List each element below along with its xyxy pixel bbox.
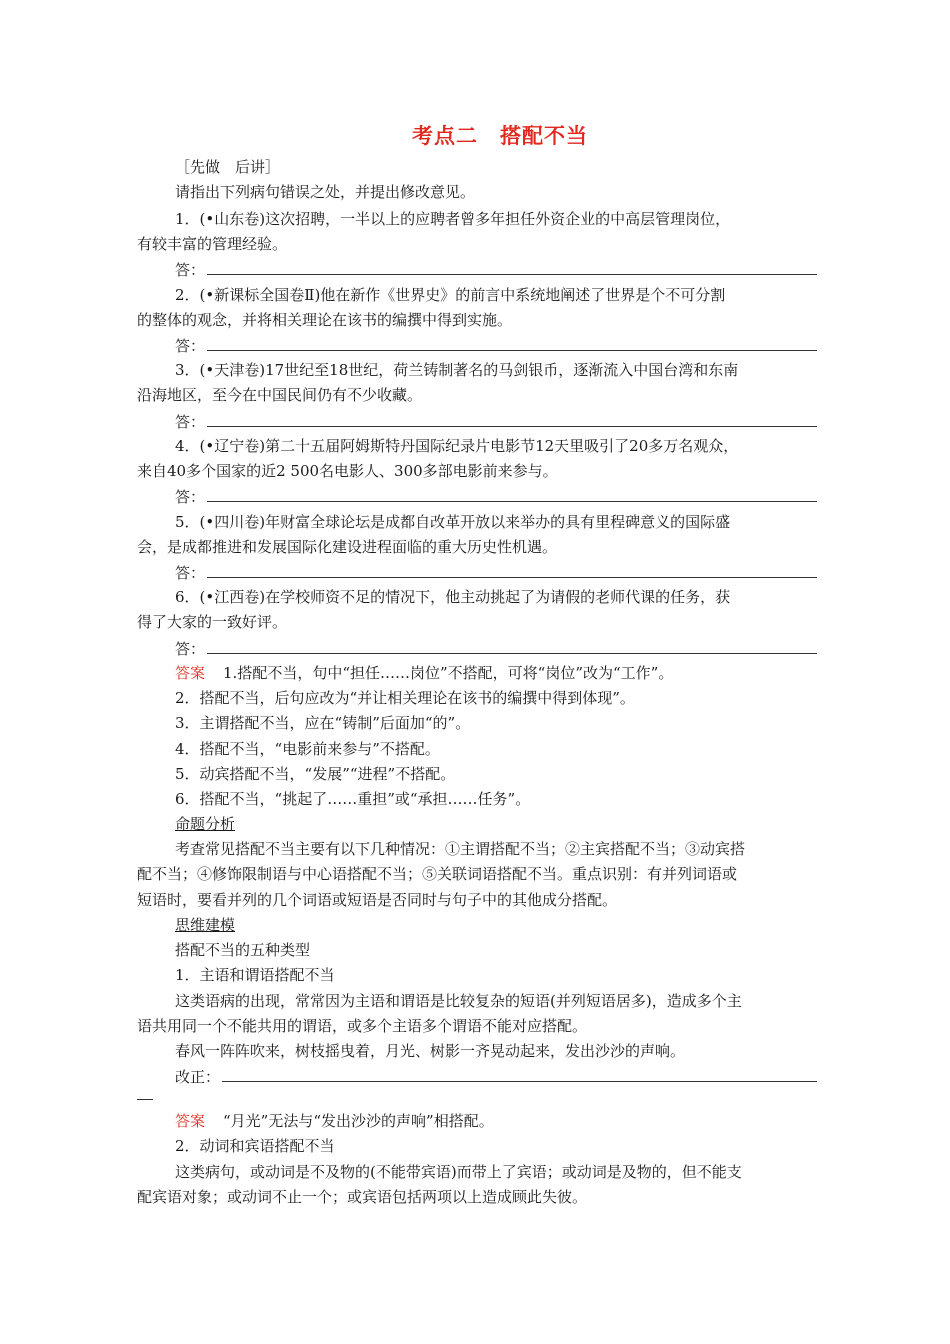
answer-field-1[interactable]: 答：: [175, 257, 817, 282]
modeling-heading: 思维建模: [175, 916, 236, 934]
page-title: 考点二 搭配不当: [412, 124, 588, 148]
answer-key-4: 4．搭配不当，“电影前来参与”不搭配。: [175, 740, 440, 758]
correction-line: [222, 1064, 817, 1082]
answer-field-2[interactable]: 答：: [175, 333, 817, 358]
type-2-text-1: 这类病句，或动词是不及物的(不能带宾语)而带上了宾语；或动词是及物的，但不能支: [175, 1163, 742, 1181]
answer-line: [207, 333, 817, 351]
answer-label: 答案: [175, 664, 206, 682]
question-4-line-1: 4．(•辽宁卷)第二十五届阿姆斯特丹国际纪录片电影节12天里吸引了20多万名观众，: [175, 437, 739, 455]
type-1-text-1: 这类语病的出现，常常因为主语和谓语是比较复杂的短语(并列短语居多)，造成多个主: [175, 992, 742, 1010]
answer-label: 答案: [175, 1112, 206, 1130]
question-5-line-1: 5．(•四川卷)年财富全球论坛是成都自改革开放以来举办的具有里程碑意义的国际盛: [175, 513, 731, 531]
answer-line: [207, 484, 817, 502]
answer-key-6: 6．搭配不当，“挑起了……重担”或“承担……任务”。: [175, 790, 531, 808]
type-1-heading: 1．主语和谓语搭配不当: [175, 966, 335, 984]
example-sentence: 春风一阵阵吹来，树枝摇曳着，月光、树影一齐晃动起来，发出沙沙的声响。: [175, 1042, 686, 1060]
answer-key-5: 5．动宾搭配不当，“发展”“进程”不搭配。: [175, 765, 456, 783]
answer-field-3[interactable]: 答：: [175, 409, 817, 434]
type-2-heading: 2．动词和宾语搭配不当: [175, 1137, 335, 1155]
question-2-line-2: 的整体的观念，并将相关理论在该书的编撰中得到实施。: [137, 311, 513, 329]
answer-key-1: 答案 1.搭配不当，句中“担任……岗位”不搭配，可将“岗位”改为“工作”。: [175, 664, 674, 682]
answer-field-5[interactable]: 答：: [175, 560, 817, 585]
answer-key-2: 2．搭配不当，后句应改为“并让相关理论在该书的编撰中得到体现”。: [175, 689, 635, 707]
analysis-heading: 命题分析: [175, 815, 236, 833]
instruction-text: 请指出下列病句错误之处，并提出修改意见。: [175, 183, 476, 201]
answer-line: [207, 409, 817, 427]
question-6-line-2: 得了大家的一致好评。: [137, 613, 288, 631]
question-1-line-1: 1．(•山东卷)这次招聘，一半以上的应聘者曾多年担任外资企业的中高层管理岗位，: [175, 210, 731, 228]
line-continuation: [137, 1099, 153, 1100]
question-3-line-1: 3．(•天津卷)17世纪至18世纪，荷兰铸制著名的马剑银币，逐渐流入中国台湾和东南: [175, 361, 739, 379]
question-6-line-1: 6．(•江西卷)在学校师资不足的情况下，他主动挑起了为请假的老师代课的任务，获: [175, 588, 731, 606]
answer-key-3: 3．主谓搭配不当，应在“铸制”后面加“的”。: [175, 714, 471, 732]
type-2-text-2: 配宾语对象；或动词不止一个；或宾语包括两项以上造成顾此失彼。: [137, 1188, 588, 1206]
section-tag: ［先做 后讲］: [175, 158, 281, 176]
answer-line: [207, 257, 817, 275]
answer-field-6[interactable]: 答：: [175, 636, 817, 661]
question-3-line-2: 沿海地区，至今在中国民间仍有不少收藏。: [137, 386, 423, 404]
answer-field-4[interactable]: 答：: [175, 484, 817, 509]
question-1-line-2: 有较丰富的管理经验。: [137, 235, 288, 253]
types-heading: 搭配不当的五种类型: [175, 941, 311, 959]
answer-line: [207, 560, 817, 578]
question-2-line-1: 2．(•新课标全国卷Ⅱ)他在新作《世界史》的前言中系统地阐述了世界是个不可分割: [175, 286, 726, 304]
example-answer: 答案 “月光”无法与“发出沙沙的声响”相搭配。: [175, 1112, 494, 1130]
question-4-line-2: 来自40多个国家的近2 500名电影人、300多部电影前来参与。: [137, 462, 558, 480]
question-5-line-2: 会，是成都推进和发展国际化建设进程面临的重大历史性机遇。: [137, 538, 558, 556]
analysis-line-3: 短语时，要看并列的几个词语或短语是否同时与句子中的其他成分搭配。: [137, 891, 618, 909]
answer-line: [207, 636, 817, 654]
correction-field[interactable]: 改正：: [175, 1064, 817, 1089]
analysis-line-1: 考查常见搭配不当主要有以下几种情况：①主谓搭配不当；②主宾搭配不当；③动宾搭: [175, 840, 746, 858]
analysis-line-2: 配不当；④修饰限制语与中心语搭配不当；⑤关联词语搭配不当。重点识别：有并列词语或: [137, 865, 738, 883]
type-1-text-2: 语共用同一个不能共用的谓语，或多个主语多个谓语不能对应搭配。: [137, 1017, 588, 1035]
